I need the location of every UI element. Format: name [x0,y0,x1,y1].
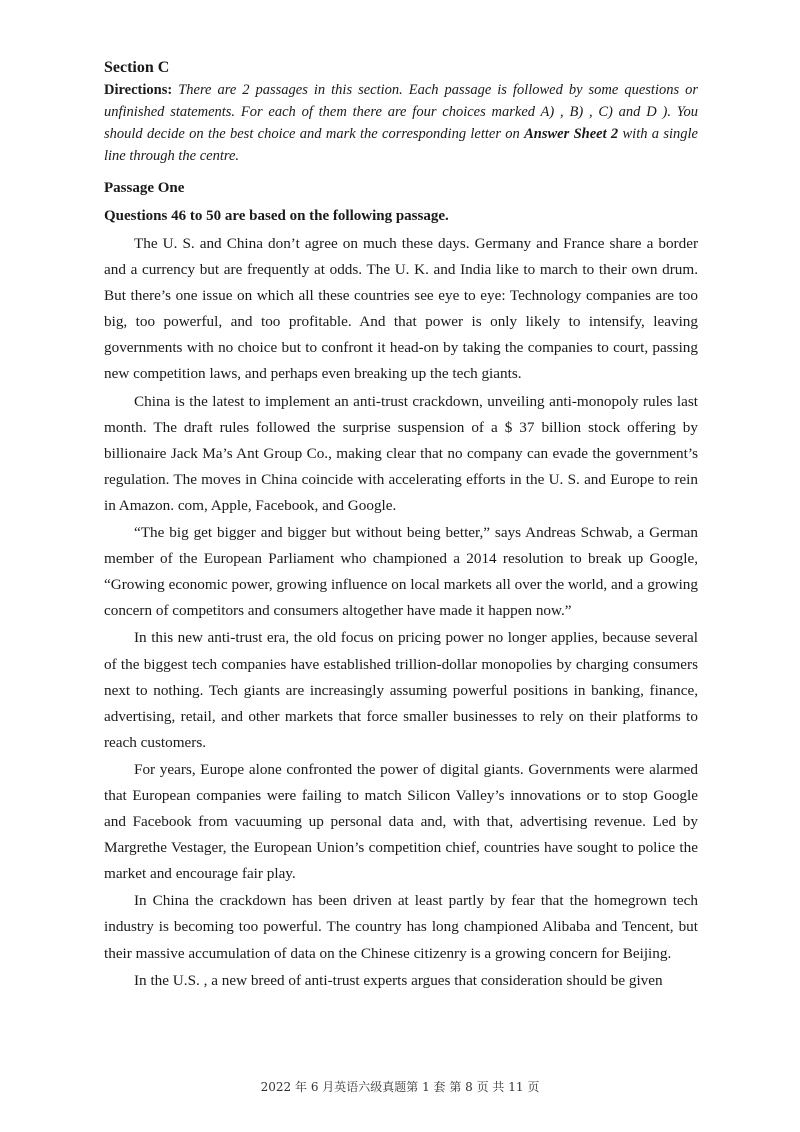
passage-paragraph: In this new anti-trust era, the old focus on pricing power no longer applies, because several of the biggest tech companies have established trillion-dollar monopolies by charging consumers next to nothing. Tech giants are increasingly assuming powerful positions in banking, finance, advertising, retail, and other markets that force smaller businesses to rely on their platforms to reach customers. [104,629,698,751]
passage-paragraph: In the U.S. , a new breed of anti-trust experts argues that consideration should be given [134,971,663,989]
passage-title: Passage One [104,180,185,196]
questions-line: Questions 46 to 50 are based on the following passage. [104,208,449,224]
passage-paragraph: China is the latest to implement an anti-trust crackdown, unveiling anti-monopoly rules last month. The draft rules followed the surprise suspension of a $ 37 billion stock offering by billionaire Jack Ma’s Ant Group Co., making clear that no company can evade the government’s regulation. The moves in China coincide with accelerating efforts in the U. S. and Europe to rein in Amazon. com, Apple, Facebook, and Google. [104,392,698,514]
page-content [104,57,698,995]
section-title: Section C [104,59,170,76]
passage-paragraph: The U. S. and China don’t agree on much these days. Germany and France share a border and a currency but are frequently at odds. The U. K. and India like to march to their own drum. But there’s one issue on which all these countries see eye to eye: Technology companies are too big, too powerful, and too profitable. And that power is only likely to intensify, leaving governments with no choice but to confront it head-on by taking the companies to court, passing new competition laws, and perhaps even breaking up the tech giants. [104,235,698,383]
page-footer: 2022 年 6 月英语六级真题第 1 套 第 8 页 共 11 页 [260,1080,540,1094]
answer-sheet-reference: Answer Sheet 2 [524,126,619,142]
passage-paragraph: For years, Europe alone confronted the power of digital giants. Governments were alarmed that European companies were failing to match Silicon Valley’s innovations or to stop Google and Facebook from vacuuming up personal data and, with that, advertising revenue. Led by Margrethe Vestager, the European Union’s competition chief, countries have sought to police the market and encourage fair play. [104,760,698,883]
passage-paragraph: In China the crackdown has been driven at least partly by fear that the homegrown tech industry is becoming too powerful. The country has long championed Alibaba and Tencent, but their massive accumulation of data on the Chinese citizenry is a growing concern for Beijing. [104,892,698,962]
directions [104,79,698,167]
passage-paragraph: “The big get bigger and bigger but without being better,” says Andreas Schwab, a German member of the European Parliament who championed a 2014 resolution to break up Google, “Growing economic power, growing influence on local markets all over the world, and a growing concern of competitors and consumers altogether have made it happen now.” [104,524,698,620]
directions-text-1: There are 2 passages in this section. Each passage is followed by some questions or unfinished statements. For each of them there are four choices marked A) , B) , C) and D ). You should decide on the best choice and mark the corresponding letter on [104,82,698,142]
directions-lead: Directions: [104,82,173,98]
directions-text-2: with a single line through the centre. [104,126,698,164]
